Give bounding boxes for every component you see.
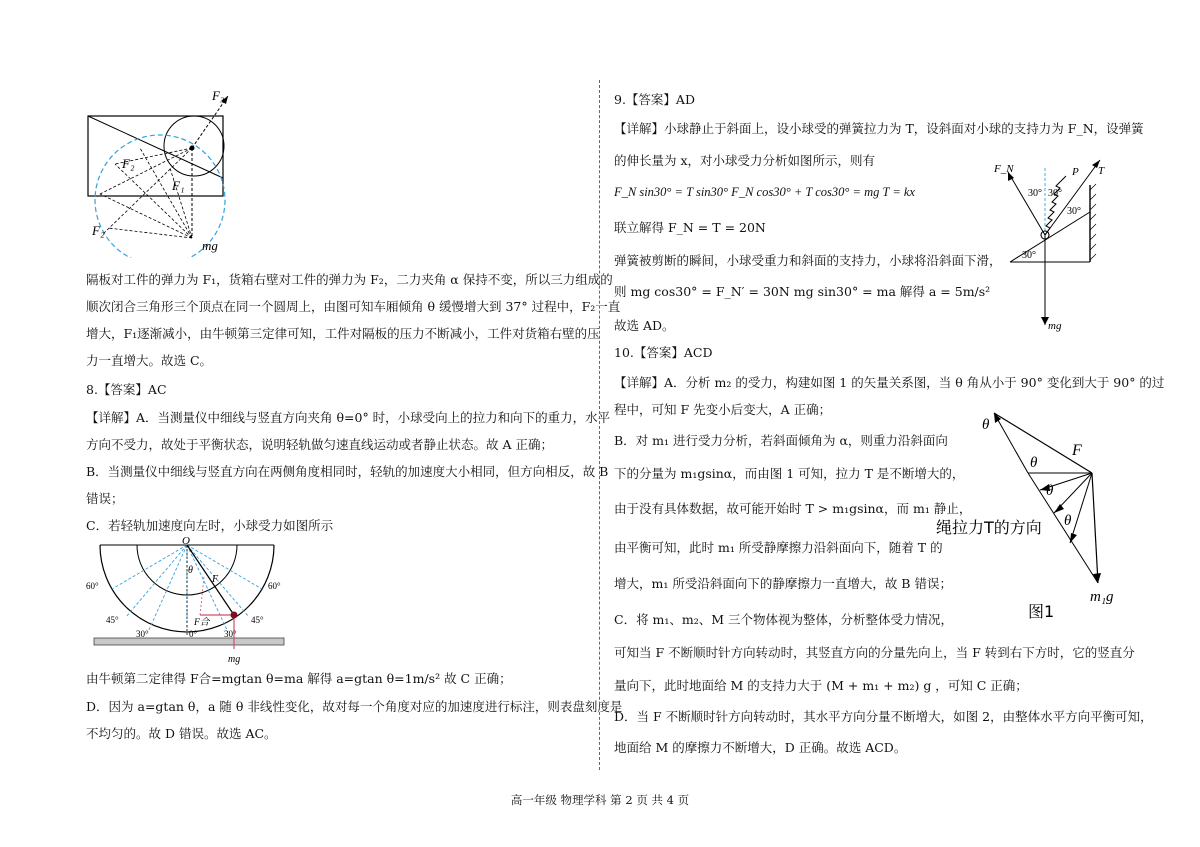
box-diagonal [88, 116, 223, 178]
ray-3-head [1070, 533, 1077, 543]
q9-equations-2: 则 mg cos30° = F_N′ = 30N mg sin30° = ma 解得 a = 5m/s² [614, 284, 991, 299]
ray-3 [1070, 473, 1092, 543]
figure-vector-triangle [930, 405, 1130, 625]
dash-line-3 [100, 194, 192, 238]
m1g-vector [1092, 473, 1098, 583]
label-f1: F₁ [172, 178, 185, 193]
label-theta: θ [188, 565, 193, 576]
page-footer: 高一年级 物理学科 第 2 页 共 4 页 [510, 793, 690, 807]
q8-after-2: D．因为 a=gtan θ，a 随 θ 非线性变化，故对每一个角度对应的加速度进行标注，则表盘刻度是 [86, 699, 623, 714]
q10-line-1: 【详解】A．分析 m₂ 的受力，构建如图 1 的矢量关系图，当 θ 角从小于 90° 变化到大于 90° 的过 [614, 375, 1165, 390]
q10-line-5: 由于没有具体数据，故可能开始时 T > m₁gsinα，而 m₁ 静止， [614, 501, 972, 516]
figure-box-forces [80, 88, 250, 258]
label-f2-lower: F₂ [92, 223, 105, 238]
label-theta-3: θ [1064, 513, 1072, 529]
para1-line-2: 顺次闭合三角形三个顶点在同一个圆周上，由图可知车厢倾角 θ 缓慢增大到 37° 过程中，F₂一直 [86, 299, 621, 314]
label-30-c: 30° [1067, 206, 1081, 217]
q8-line-2: 方向不受力，故处于平衡状态，说明轻轨做匀速直线运动或者静止状态。故 A 正确； [86, 437, 553, 452]
label-p: P [1072, 166, 1079, 178]
ray-2-head [1054, 504, 1064, 513]
label-45-left: 45° [106, 615, 119, 625]
q10-line-6: 由平衡可知，此时 m₁ 所受静摩擦力沿斜面向下，随着 T 的 [614, 540, 943, 555]
q8-line-4: 错误； [86, 491, 124, 506]
workpiece-point [190, 146, 195, 151]
q9-equations: F_N sin30° = T sin30° F_N cos30° + T cos30° = mg T = kx [614, 185, 915, 199]
label-fn: F_N [994, 163, 1014, 175]
q8-line-5: C．若轻轨加速度向左时，小球受力如图所示 [86, 518, 334, 533]
para1-line-1: 隔板对工件的弹力为 F₁，货箱右壁对工件的弹力为 F₂，二力夹角 α 保持不变，所以三力组成的 [86, 272, 613, 287]
q9-end: 故选 AD。 [614, 318, 675, 333]
f-dashed-1 [200, 577, 204, 615]
label-45-right: 45° [251, 615, 264, 625]
para1-line-4: 力一直增大。故选 C。 [86, 353, 213, 368]
q10-line-11: D．当 F 不断顺时针方向转动时，其水平方向分量不断增大，如图 2，由整体水平方向平衡可知， [614, 709, 1153, 724]
q8-line-1: 【详解】A．当测量仪中细线与竖直方向夹角 θ=0° 时，小球受向上的拉力和向下的重力，水平 [86, 410, 611, 425]
theta-top-arrow [994, 413, 1028, 473]
dash-line-6 [108, 228, 192, 238]
spring [1045, 176, 1066, 235]
label-f4: F [1072, 442, 1082, 459]
label-figure1: 图1 [1028, 602, 1055, 621]
figure-incline-spring [990, 150, 1115, 335]
q8-after-3: 不均匀的。故 D 错误。故选 AC。 [86, 726, 277, 741]
q9-cut: 弹簧被剪断的瞬间，小球受重力和斜面的支持力，小球将沿斜面下滑， [614, 253, 1002, 268]
q10-line-9: 可知当 F 不断顺时针方向转动时，其竖直方向的分量先向上，当 F 转到右下方时，它的竖直分 [614, 645, 1135, 660]
q10-line-2: 程中，可知 F 先变小后变大，A 正确； [614, 402, 832, 417]
wall-hatching [1090, 184, 1096, 260]
q8-answer: 8.【答案】AC [86, 382, 167, 397]
label-m1g: m₁g [1090, 589, 1114, 605]
label-mg2: mg [228, 654, 241, 665]
label-rope-direction: 绳拉力T的方向 [936, 518, 1042, 537]
label-f2-upper: F₂ [122, 156, 135, 171]
q9-solve: 联立解得 F_N = T = 20N [614, 220, 766, 235]
workpiece-circle [164, 116, 224, 176]
label-30-b: 30° [1048, 188, 1062, 199]
dash-line-5 [140, 148, 192, 238]
figure-dial [86, 537, 291, 665]
label-30-left: 30° [136, 629, 149, 639]
string-line [187, 545, 234, 615]
box-outline [88, 116, 223, 196]
fn-arrow [1008, 172, 1045, 235]
label-theta-2: θ [1046, 483, 1054, 499]
label-0: 0° [189, 629, 198, 639]
ground-bar [94, 638, 284, 645]
label-30-right: 30° [224, 629, 237, 639]
label-60-right: 60° [268, 581, 281, 591]
q10-line-12: 地面给 M 的摩擦力不断增大，D 正确。故选 ACD。 [614, 740, 907, 755]
label-mg3: mg [1048, 320, 1062, 332]
label-f3: F₃ [212, 88, 225, 103]
q10-line-7: 增大，m₁ 所受沿斜面向下的静摩擦力一直增大，故 B 错误； [614, 576, 952, 591]
label-theta-top: θ [982, 417, 990, 433]
column-divider [599, 80, 600, 770]
q9-answer: 9.【答案】AD [614, 92, 695, 107]
q10-line-10: 量向下，此时地面给 M 的支持力大于 (M + m₁ + m₂) g ，可知 C 正确； [614, 678, 1028, 693]
label-o: O [182, 537, 190, 547]
label-t: T [1098, 165, 1105, 177]
q10-line-3: B．对 m₁ 进行受力分析，若斜面倾角为 α，则重力沿斜面向 [614, 433, 948, 448]
label-fhe: F合 [194, 618, 210, 628]
label-30-d: 30° [1022, 250, 1036, 261]
dash-line-4 [115, 164, 192, 238]
q10-line-4: 下的分量为 m₁gsinα，而由图 1 可知，拉力 T 是不断增大的， [614, 466, 965, 481]
label-30-a: 30° [1028, 188, 1042, 199]
label-theta-1: θ [1030, 455, 1038, 471]
label-f: F [212, 574, 219, 585]
q10-answer: 10.【答案】ACD [614, 345, 713, 360]
para1-line-3: 增大，F₁逐渐减小，由牛顿第三定律可知，工件对隔板的压力不断减小，工件对货箱右壁的压 [86, 326, 600, 341]
ball [231, 612, 238, 619]
label-mg: mg [202, 238, 218, 253]
q8-line-3: B．当测量仪中细线与竖直方向在两侧角度相同时，轻轨的加速度大小相同，但方向相反，故 B [86, 464, 609, 479]
q10-line-8: C．将 m₁、m₂、M 三个物体视为整体，分析整体受力情况， [614, 612, 954, 627]
label-60-left: 60° [86, 581, 99, 591]
q9-line-1: 【详解】小球静止于斜面上，设小球受的弹簧拉力为 T，设斜面对小球的支持力为 F_N，设弹簧 [614, 121, 1144, 136]
q9-line-2: 的伸长量为 x，对小球受力分析如图所示，则有 [614, 153, 876, 168]
q8-after-1: 由牛顿第二定律得 F合=mgtan θ=ma 解得 a=gtan θ=1m/s² 故 C 正确； [86, 671, 512, 686]
